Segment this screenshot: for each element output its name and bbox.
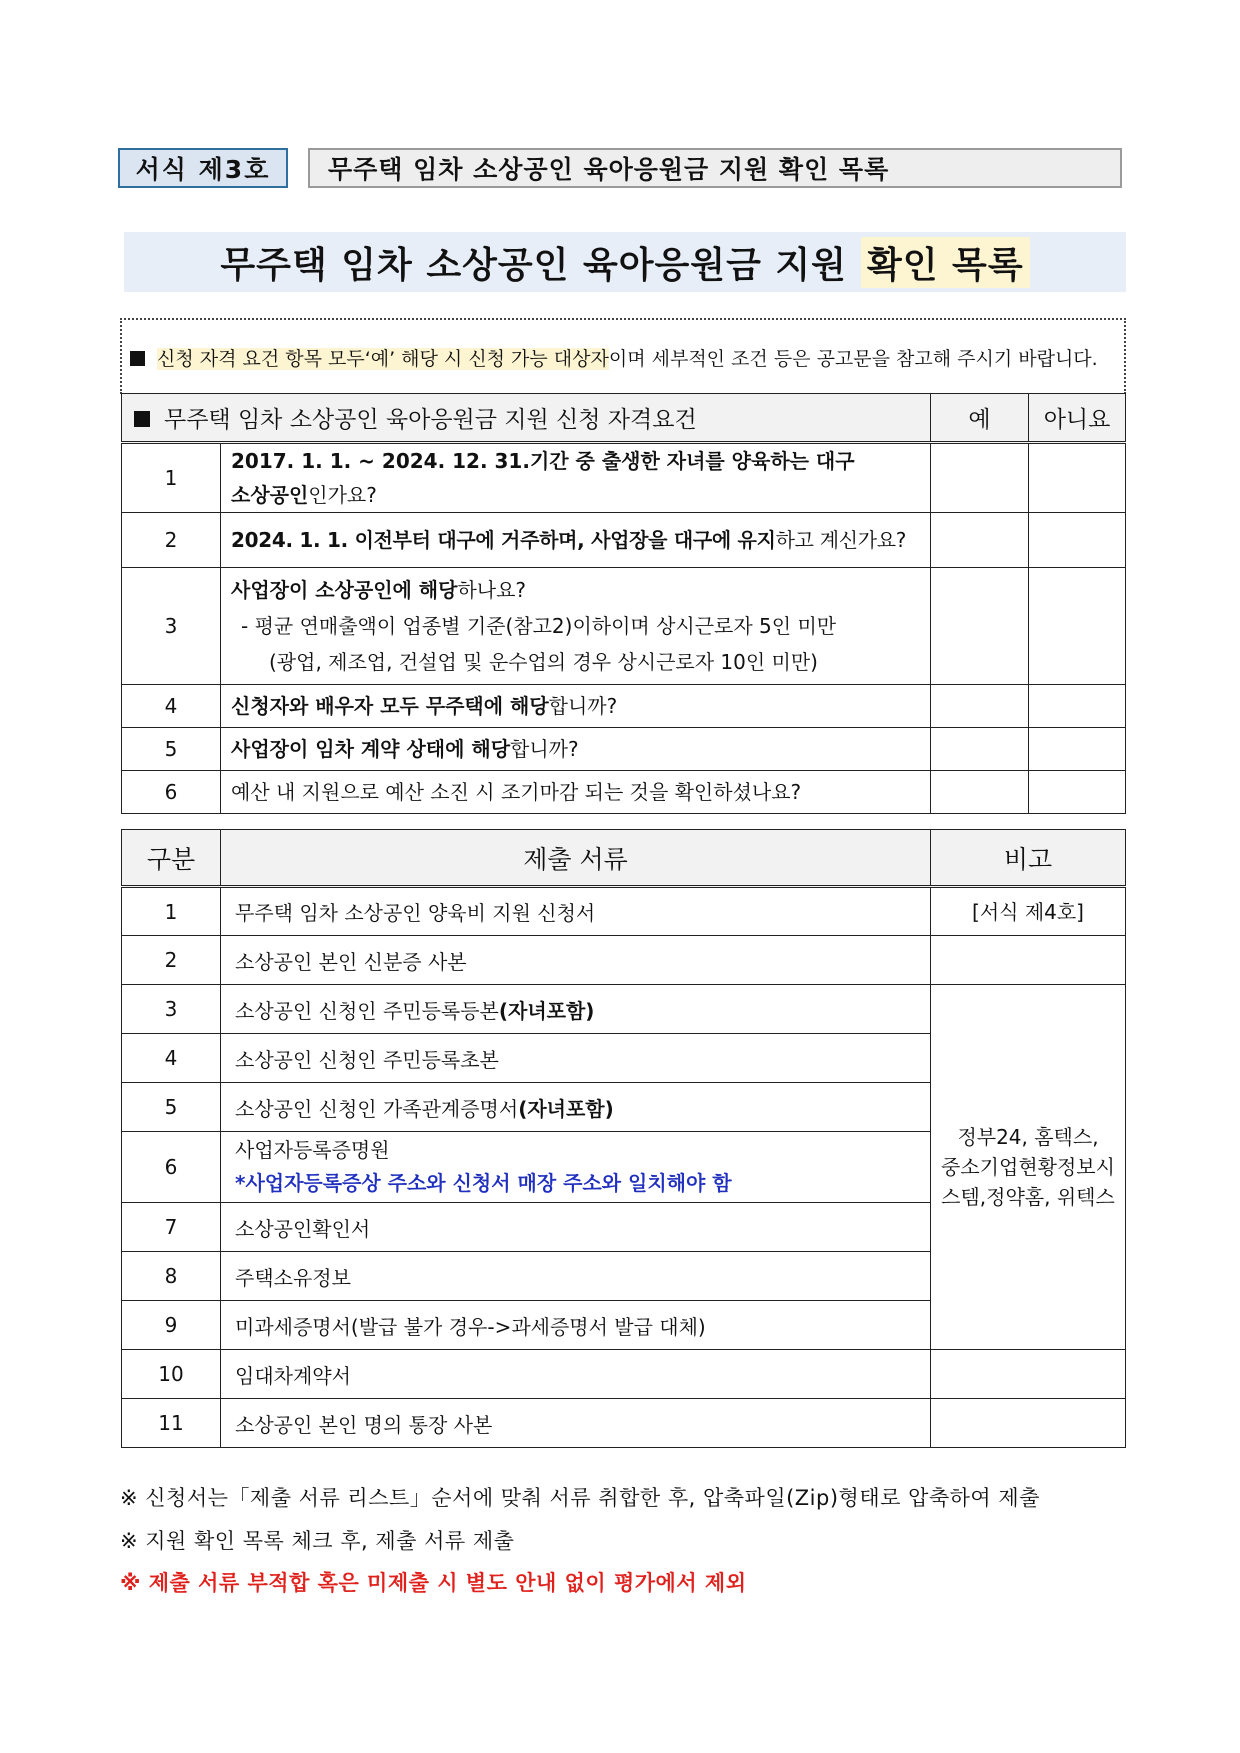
row-number: 4 — [122, 685, 221, 728]
no-checkbox-cell[interactable] — [1029, 771, 1126, 814]
no-checkbox-cell[interactable] — [1029, 728, 1126, 771]
remark-sources — [931, 985, 1126, 1350]
row-number: 9 — [122, 1301, 221, 1350]
document-name: 소상공인확인서 — [221, 1203, 931, 1252]
question-tail: 합니까? — [548, 694, 618, 718]
document-row — [122, 936, 1126, 985]
eligibility-question: 예산 내 지원으로 예산 소진 시 조기마감 되는 것을 확인하셨나요? — [221, 771, 931, 814]
document-row — [122, 1399, 1126, 1448]
yes-checkbox-cell[interactable] — [931, 728, 1029, 771]
remark-cell — [931, 1399, 1126, 1448]
row-number: 11 — [122, 1399, 221, 1448]
row-number: 6 — [122, 1132, 221, 1203]
footnote-checklist: ※ 지원 확인 목록 체크 후, 제출 서류 제출 — [120, 1529, 515, 1553]
page-title-main: 무주택 임차 소상공인 육아응원금 지원 — [220, 244, 847, 286]
documents-table — [121, 829, 1126, 1448]
notice-rest: 이며 세부적인 조건 등은 공고문을 참고해 주시기 바랍니다. — [608, 348, 1098, 370]
eligibility-row — [122, 728, 1126, 771]
col-header-remarks: 비고 — [931, 830, 1126, 887]
document-name — [221, 1132, 931, 1203]
no-checkbox-cell[interactable] — [1029, 685, 1126, 728]
remark-line: 정부24, 홈텍스, — [957, 1125, 1099, 1149]
yes-checkbox-cell[interactable] — [931, 443, 1029, 513]
eligibility-header-row — [122, 394, 1126, 443]
notice-text — [130, 344, 1130, 371]
document-name: 소상공인 본인 신분증 사본 — [221, 936, 931, 985]
eligibility-row — [122, 771, 1126, 814]
document-text: 소상공인 신청인 주민등록등본 — [235, 998, 499, 1023]
document-row — [122, 887, 1126, 936]
eligibility-header-label: 무주택 임차 소상공인 육아응원금 지원 신청 자격요건 — [164, 407, 697, 433]
document-name: 주택소유정보 — [221, 1252, 931, 1301]
yes-checkbox-cell[interactable] — [931, 513, 1029, 568]
row-number: 5 — [122, 1083, 221, 1132]
eligibility-row — [122, 685, 1126, 728]
remark-form4: [서식 제4호] — [931, 887, 1126, 936]
remark-cell — [931, 1350, 1126, 1399]
footnote-submission-format: ※ 신청서는「제출 서류 리스트」순서에 맞춰 서류 취합한 후, 압축파일(Zip)형태로 압축하여 제출 — [120, 1486, 1040, 1510]
document-row — [122, 1350, 1126, 1399]
yes-column-header: 예 — [931, 394, 1029, 443]
no-checkbox-cell[interactable] — [1029, 568, 1126, 685]
row-number: 5 — [122, 728, 221, 771]
document-name: 임대차계약서 — [221, 1350, 931, 1399]
remark-cell — [931, 936, 1126, 985]
eligibility-row — [122, 443, 1126, 513]
notice-highlight: 신청 자격 요건 항목 모두‘예’ 해당 시 신청 가능 대상자 — [157, 348, 609, 370]
eligibility-row — [122, 568, 1126, 685]
page-title-highlight: 확인 목록 — [861, 237, 1030, 288]
question-bold: 사업장이 임차 계약 상태에 해당 — [231, 737, 511, 761]
document-name — [221, 1083, 931, 1132]
eligibility-question — [221, 443, 931, 513]
question-tail: 합니까? — [510, 737, 579, 761]
question-bold: 2024. 1. 1. 이전부터 대구에 거주하며, 사업장을 대구에 유지 — [231, 528, 776, 552]
row-number: 1 — [122, 443, 221, 513]
no-checkbox-cell[interactable] — [1029, 443, 1126, 513]
document-warning: *사업자등록증상 주소와 신청서 매장 주소와 일치해야 함 — [235, 1171, 732, 1195]
eligibility-header — [122, 394, 931, 443]
yes-checkbox-cell[interactable] — [931, 568, 1029, 685]
question-tail: 하고 계신가요? — [775, 528, 907, 552]
row-number: 2 — [122, 936, 221, 985]
row-number: 1 — [122, 887, 221, 936]
question-tail: 인가요? — [308, 483, 377, 507]
document-name: 무주택 임차 소상공인 양육비 지원 신청서 — [221, 887, 931, 936]
question-bold: 신청자와 배우자 모두 무주택에 해당 — [231, 694, 549, 718]
eligibility-question — [221, 728, 931, 771]
row-number: 2 — [122, 513, 221, 568]
form-number-tag: 서식 제3호 — [118, 148, 288, 188]
row-number: 4 — [122, 1034, 221, 1083]
yes-checkbox-cell[interactable] — [931, 685, 1029, 728]
remark-line: 중소기업현황정보시 — [941, 1155, 1115, 1179]
row-number: 7 — [122, 1203, 221, 1252]
question-bold: 소상공인 — [231, 483, 309, 507]
no-column-header: 아니요 — [1029, 394, 1126, 443]
eligibility-question — [221, 685, 931, 728]
eligibility-table — [121, 393, 1126, 814]
square-bullet-icon — [130, 351, 145, 366]
yes-checkbox-cell[interactable] — [931, 771, 1029, 814]
row-number: 6 — [122, 771, 221, 814]
row-number: 10 — [122, 1350, 221, 1399]
page-title — [124, 232, 1126, 292]
eligibility-row — [122, 513, 1126, 568]
eligibility-question — [221, 513, 931, 568]
no-checkbox-cell[interactable] — [1029, 513, 1126, 568]
remark-line: 스템,정약홈, 위텍스 — [941, 1185, 1115, 1209]
documents-header-row — [122, 830, 1126, 887]
document-name: 소상공인 본인 명의 통장 사본 — [221, 1399, 931, 1448]
document-name: 미과세증명서(발급 불가 경우->과세증명서 발급 대체) — [221, 1301, 931, 1350]
col-header-documents: 제출 서류 — [221, 830, 931, 887]
document-text: 소상공인 신청인 가족관계증명서 — [235, 1096, 519, 1121]
document-text: 사업자등록증명원 — [235, 1138, 390, 1162]
form-heading: 무주택 임차 소상공인 육아응원금 지원 확인 목록 — [308, 148, 1122, 188]
row-number: 3 — [122, 568, 221, 685]
document-text-bold: (자녀포함) — [498, 998, 595, 1023]
footnote-exclusion-warning: ※ 제출 서류 부적합 혹은 미제출 시 별도 안내 없이 평가에서 제외 — [120, 1571, 747, 1595]
document-text-bold: (자녀포함) — [518, 1096, 614, 1121]
question-subitem: (광업, 제조업, 건설업 및 운수업의 경우 상시근로자 10인 미만) — [269, 650, 818, 674]
row-number: 8 — [122, 1252, 221, 1301]
document-row — [122, 985, 1126, 1034]
document-name — [221, 985, 931, 1034]
document-name: 소상공인 신청인 주민등록초본 — [221, 1034, 931, 1083]
square-bullet-icon — [134, 411, 150, 427]
question-tail: 하나요? — [457, 578, 527, 602]
eligibility-question — [221, 568, 931, 685]
col-header-category: 구분 — [122, 830, 221, 887]
question-bold: 2017. 1. 1. ~ 2024. 12. 31.기간 중 출생한 자녀를 양육하는 대구 — [231, 449, 855, 473]
question-subitem: - 평균 연매출액이 업종별 기준(참고2)이하이며 상시근로자 5인 미만 — [241, 614, 837, 638]
row-number: 3 — [122, 985, 221, 1034]
question-bold: 사업장이 소상공인에 해당 — [231, 578, 458, 602]
